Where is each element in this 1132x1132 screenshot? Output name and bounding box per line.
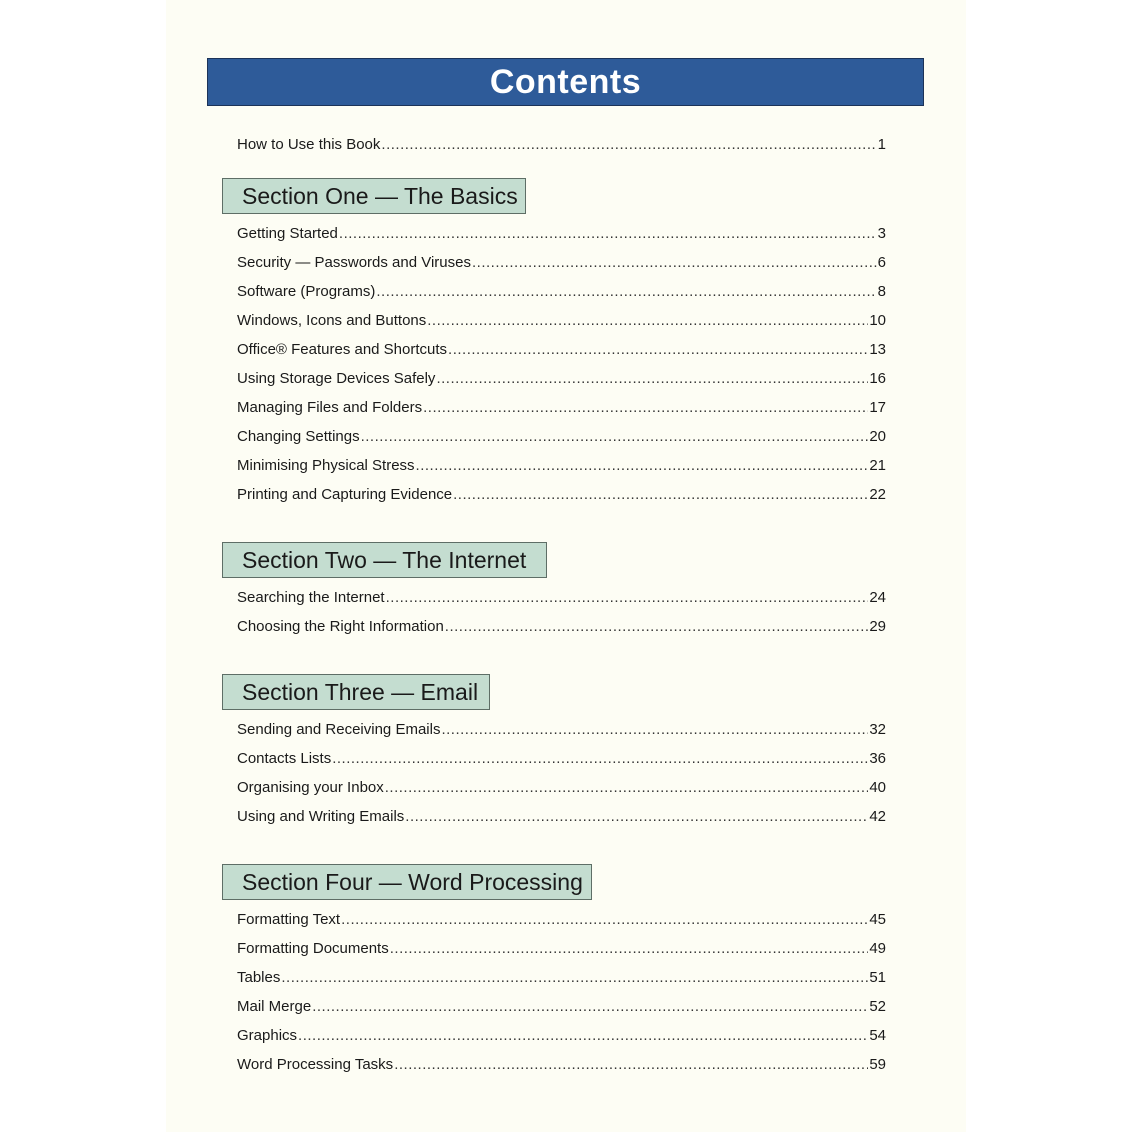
toc-page-number: 1 (877, 136, 886, 153)
toc-entry-label: Contacts Lists (237, 750, 332, 767)
toc-entry[interactable] (237, 719, 886, 741)
toc-page-number: 40 (869, 779, 886, 796)
toc-page-number: 51 (869, 969, 886, 986)
toc-entry[interactable] (237, 252, 886, 274)
toc-page-number: 10 (869, 312, 886, 329)
toc-entry-label: Using and Writing Emails (237, 808, 405, 825)
toc-page-number: 54 (869, 1027, 886, 1044)
toc-entry[interactable] (237, 616, 886, 638)
dot-leader (341, 909, 868, 931)
toc-page-number: 22 (869, 486, 886, 503)
dot-leader (381, 134, 876, 156)
toc-entry-label: Tables (237, 969, 281, 986)
toc-entry[interactable] (237, 1054, 886, 1076)
toc-entry-label: Graphics (237, 1027, 298, 1044)
toc-entry-label: Office® Features and Shortcuts (237, 341, 448, 358)
section-title: Section Two — The Internet (242, 546, 527, 573)
toc-page-number: 6 (877, 254, 886, 271)
dot-leader (385, 777, 869, 799)
section-header-one (222, 178, 526, 214)
toc-page-number: 29 (869, 618, 886, 635)
toc-entry-label: Formatting Documents (237, 940, 389, 957)
section-title: Section Three — Email (242, 678, 479, 705)
dot-leader (361, 426, 869, 448)
toc-page-number: 24 (869, 589, 886, 606)
toc-page-number: 45 (869, 911, 886, 928)
toc-entry[interactable] (237, 397, 886, 419)
dot-leader (298, 1025, 868, 1047)
dot-leader (394, 1054, 868, 1076)
toc-entry[interactable] (237, 748, 886, 770)
toc-page-number: 59 (869, 1056, 886, 1073)
page-title: Contents (489, 62, 642, 101)
dot-leader (390, 938, 869, 960)
toc-page-number: 49 (869, 940, 886, 957)
dot-leader (312, 996, 868, 1018)
toc-entry[interactable] (237, 996, 886, 1018)
toc-entry[interactable] (237, 967, 886, 989)
toc-entry-label: Software (Programs) (237, 283, 376, 300)
toc-page-number: 8 (877, 283, 886, 300)
toc-page-number: 32 (869, 721, 886, 738)
toc-entry-label: Managing Files and Folders (237, 399, 423, 416)
toc-entry-label: Security — Passwords and Viruses (237, 254, 471, 271)
toc-entry[interactable] (237, 368, 886, 390)
toc-entry[interactable] (237, 938, 886, 960)
toc-entry[interactable] (237, 281, 886, 303)
toc-page-number: 20 (869, 428, 886, 445)
toc-entry[interactable] (237, 777, 886, 799)
dot-leader (416, 455, 869, 477)
toc-entry[interactable] (237, 455, 886, 477)
toc-entry[interactable] (237, 426, 886, 448)
toc-entry[interactable] (237, 587, 886, 609)
section-title: Section One — The Basics (242, 182, 518, 209)
toc-entry-label: Choosing the Right Information (237, 618, 444, 635)
section-header-two (222, 542, 547, 578)
section-header-three (222, 674, 490, 710)
toc-entry-label: How to Use this Book (237, 136, 381, 153)
toc-entry[interactable] (237, 223, 886, 245)
toc-entry-label: Word Processing Tasks (237, 1056, 394, 1073)
dot-leader (332, 748, 868, 770)
toc-entry-label: Minimising Physical Stress (237, 457, 415, 474)
toc-entry-label: Searching the Internet (237, 589, 385, 606)
toc-page-number: 16 (869, 370, 886, 387)
dot-leader (448, 339, 868, 361)
toc-entry-intro[interactable] (237, 134, 886, 156)
dot-leader (423, 397, 868, 419)
toc-entry-label: Changing Settings (237, 428, 360, 445)
section-header-four (222, 864, 592, 900)
toc-entry[interactable] (237, 806, 886, 828)
toc-entry-label: Windows, Icons and Buttons (237, 312, 427, 329)
toc-page-number: 13 (869, 341, 886, 358)
dot-leader (386, 587, 869, 609)
dot-leader (376, 281, 876, 303)
dot-leader (281, 967, 868, 989)
toc-entry[interactable] (237, 1025, 886, 1047)
toc-entry[interactable] (237, 909, 886, 931)
toc-entry-label: Organising your Inbox (237, 779, 384, 796)
toc-page-number: 21 (869, 457, 886, 474)
dot-leader (472, 252, 877, 274)
dot-leader (453, 484, 868, 506)
dot-leader (339, 223, 877, 245)
toc-page-number: 17 (869, 399, 886, 416)
toc-entry-label: Using Storage Devices Safely (237, 370, 436, 387)
toc-entry-label: Mail Merge (237, 998, 312, 1015)
toc-page-number: 3 (877, 225, 886, 242)
toc-entry-label: Sending and Receiving Emails (237, 721, 441, 738)
toc-entry-label: Formatting Text (237, 911, 341, 928)
dot-leader (405, 806, 868, 828)
contents-page (166, 0, 966, 1132)
dot-leader (427, 310, 868, 332)
toc-page-number: 36 (869, 750, 886, 767)
toc-entry[interactable] (237, 484, 886, 506)
dot-leader (441, 719, 868, 741)
toc-page-number: 42 (869, 808, 886, 825)
toc-entry[interactable] (237, 310, 886, 332)
toc-page-number: 52 (869, 998, 886, 1015)
contents-title-bar (207, 58, 924, 106)
dot-leader (436, 368, 868, 390)
dot-leader (445, 616, 869, 638)
toc-entry[interactable] (237, 339, 886, 361)
section-title: Section Four — Word Processing (242, 868, 583, 895)
toc-entry-label: Getting Started (237, 225, 338, 242)
toc-entry-label: Printing and Capturing Evidence (237, 486, 453, 503)
